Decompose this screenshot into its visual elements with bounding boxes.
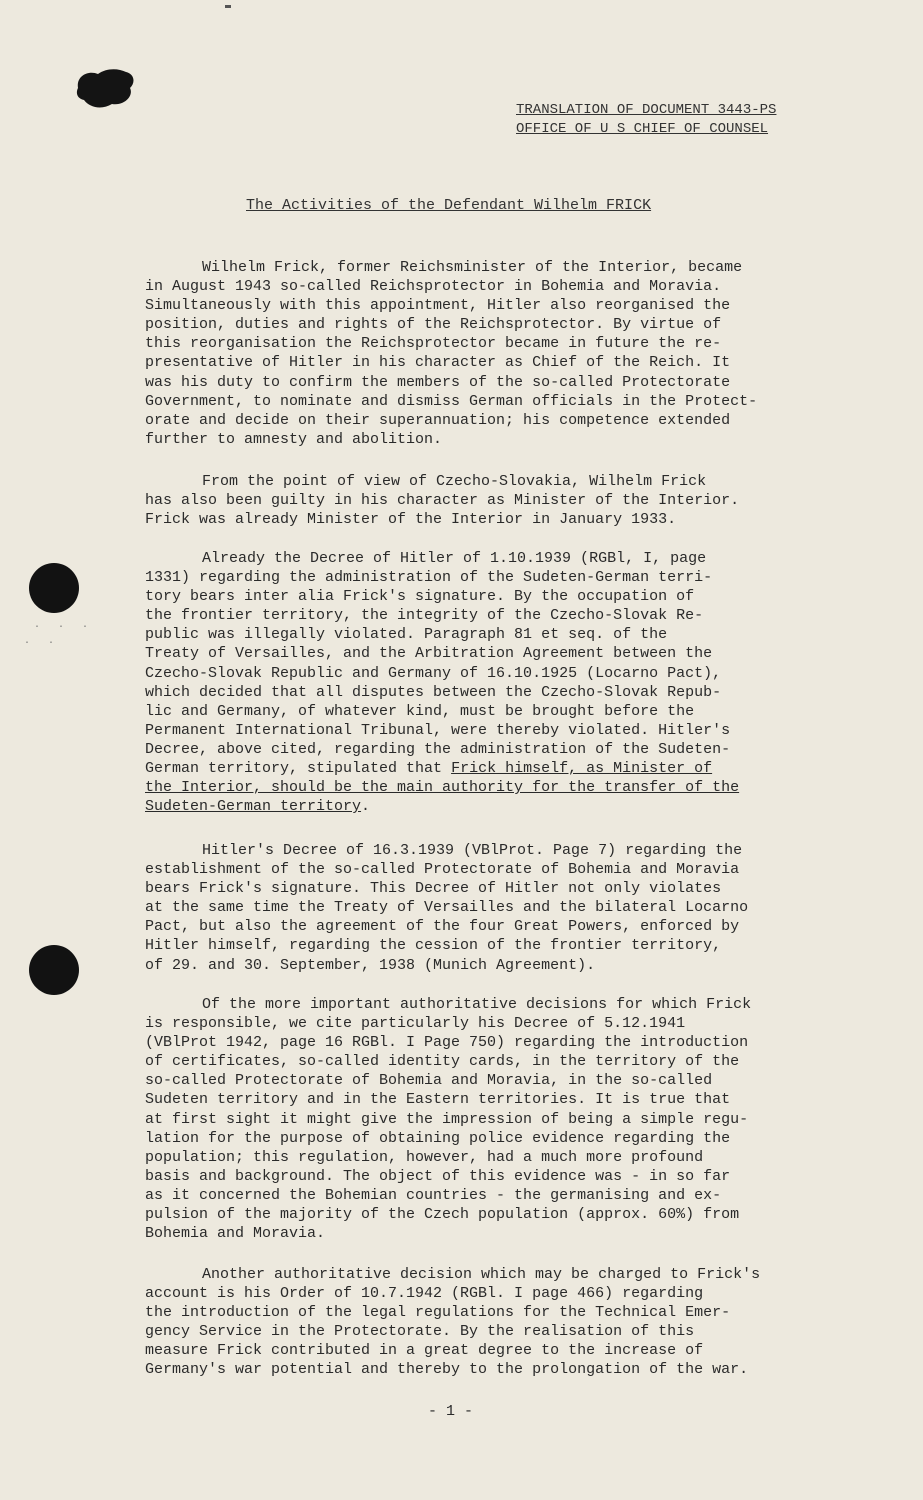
text-line: at first sight it might give the impression of being a simple regu- <box>145 1110 749 1128</box>
paragraph-2 <box>145 472 785 529</box>
paragraph-1 <box>145 258 785 449</box>
text-line: Permanent International Tribunal, were thereby violated. Hitler's <box>145 721 731 739</box>
text-line: Decree, above cited, regarding the administration of the Sudeten- <box>145 740 731 758</box>
text-line: orate and decide on their superannuation; his competence extended <box>145 411 731 429</box>
text-line: Sudeten territory and in the Eastern territories. It is true that <box>145 1091 731 1109</box>
stray-mark <box>225 5 231 8</box>
punch-hole-upper <box>29 563 79 613</box>
text-line: Another authoritative decision which may be charged to Frick's <box>202 1266 761 1283</box>
office-name: OFFICE OF U S CHIEF OF COUNSEL <box>516 121 769 137</box>
text-line: Already the Decree of Hitler of 1.10.1939 (RGBl, I, page <box>202 550 707 567</box>
punch-hole-lower <box>29 945 79 995</box>
underlined-text: the Interior, should be the main authority for the transfer of the <box>145 779 740 797</box>
text-segment: . <box>361 798 371 816</box>
text-line: further to amnesty and abolition. <box>145 430 443 448</box>
text-line: at the same time the Treaty of Versailles and the bilateral Locarno <box>145 899 749 917</box>
text-line: of 29. and 30. September, 1938 (Munich Agreement). <box>145 956 596 974</box>
text-line: as it concerned the Bohemian countries - the germanising and ex- <box>145 1186 722 1204</box>
text-segment: German territory, stipulated that <box>145 760 452 778</box>
text-line: was his duty to confirm the members of the so-called Protectorate <box>145 373 731 391</box>
text-line: establishment of the so-called Protectorate of Bohemia and Moravia <box>145 861 740 879</box>
text-line: population; this regulation, however, had a much more profound <box>145 1148 704 1166</box>
text-line <box>145 759 785 778</box>
text-line: has also been guilty in his character as Minister of the Interior. <box>145 492 740 510</box>
text-line: lation for the purpose of obtaining police evidence regarding the <box>145 1129 731 1147</box>
document-title: The Activities of the Defendant Wilhelm FRICK <box>246 197 652 214</box>
text-line: measure Frick contributed in a great degree to the increase of <box>145 1342 704 1360</box>
text-line: gency Service in the Protectorate. By the realisation of this <box>145 1323 695 1341</box>
underlined-text: Sudeten-German territory <box>145 798 362 816</box>
text-line: Of the more important authoritative decisions for which Frick <box>202 996 752 1013</box>
text-line: Simultaneously with this appointment, Hitler also reorganised the <box>145 297 731 315</box>
text-line: Pact, but also the agreement of the four Great Powers, enforced by <box>145 918 740 936</box>
text-line: (VBlProt 1942, page 16 RGBl. I Page 750) regarding the introduction <box>145 1034 749 1052</box>
text-line: Government, to nominate and dismiss German officials in the Protect- <box>145 392 758 410</box>
text-line: Germany's war potential and thereby to the prolongation of the war. <box>145 1361 749 1379</box>
text-line: Bohemia and Moravia. <box>145 1225 326 1243</box>
ink-blot <box>72 66 138 112</box>
text-line: Hitler's Decree of 16.3.1939 (VBlProt. Page 7) regarding the <box>202 842 743 859</box>
text-line: the introduction of the legal regulations for the Technical Emer- <box>145 1304 731 1322</box>
text-line: From the point of view of Czecho-Slovakia, Wilhelm Frick <box>202 473 707 490</box>
text-line: lic and Germany, of whatever kind, must be brought before the <box>145 702 695 720</box>
text-line: position, duties and rights of the Reichsprotector. By virtue of <box>145 316 722 334</box>
text-line: Czecho-Slovak Republic and Germany of 16.10.1925 (Locarno Pact), <box>145 664 722 682</box>
paragraph-3 <box>145 549 785 816</box>
text-line: in August 1943 so-called Reichsprotector in Bohemia and Moravia. <box>145 278 722 296</box>
text-line: which decided that all disputes between the Czecho-Slovak Repub- <box>145 683 722 701</box>
text-line: bears Frick's signature. This Decree of Hitler not only violates <box>145 880 722 898</box>
text-line: account is his Order of 10.7.1942 (RGBl. I page 466) regarding <box>145 1285 704 1303</box>
underlined-text: Frick himself, as Minister of <box>451 760 713 778</box>
text-line: public was illegally violated. Paragraph 81 et seq. of the <box>145 626 668 644</box>
text-line: pulsion of the majority of the Czech population (approx. 60%) from <box>145 1206 740 1224</box>
paragraph-6 <box>145 1265 785 1380</box>
document-header <box>516 101 776 139</box>
text-line: 1331) regarding the administration of the Sudeten-German terri- <box>145 569 713 587</box>
text-line: basis and background. The object of this evidence was - in so far <box>145 1167 731 1185</box>
page-number: - 1 - <box>428 1403 474 1420</box>
text-line: of certificates, so-called identity cards, in the territory of the <box>145 1053 740 1071</box>
paragraph-4 <box>145 841 785 975</box>
text-line: this reorganisation the Reichsprotector became in future the re- <box>145 335 722 353</box>
text-line: Frick was already Minister of the Interior in January 1933. <box>145 511 677 529</box>
document-reference: TRANSLATION OF DOCUMENT 3443-PS <box>516 102 777 118</box>
text-line: Treaty of Versailles, and the Arbitration Agreement between the <box>145 645 713 663</box>
paragraph-5 <box>145 995 785 1243</box>
margin-dots: . . . <box>34 620 95 631</box>
text-line: Hitler himself, regarding the cession of the frontier territory, <box>145 937 722 955</box>
text-line: presentative of Hitler in his character as Chief of the Reich. It <box>145 354 731 372</box>
text-line: Wilhelm Frick, former Reichsminister of the Interior, became <box>202 259 743 276</box>
text-line <box>145 797 785 816</box>
text-line: tory bears inter alia Frick's signature. By the occupation of <box>145 588 695 606</box>
text-line: is responsible, we cite particularly his Decree of 5.12.1941 <box>145 1015 686 1033</box>
text-line: the frontier territory, the integrity of the Czecho-Slovak Re- <box>145 607 704 625</box>
margin-dots: . . <box>24 636 61 647</box>
text-line: so-called Protectorate of Bohemia and Moravia, in the so-called <box>145 1072 713 1090</box>
